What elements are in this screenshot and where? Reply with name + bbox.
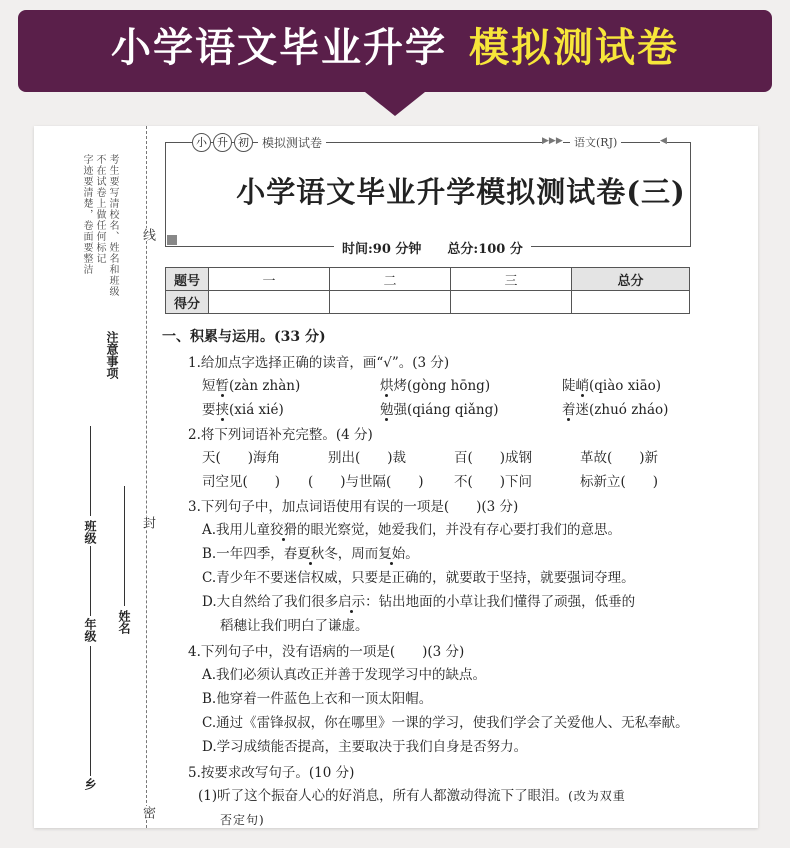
cut-mark-seal: 封: [140, 516, 155, 529]
q5-sub-1: (1)听了这个振奋人心的好消息，所有人都激动得流下了眼泪。(改为双重: [198, 788, 626, 804]
time-info: [334, 238, 531, 257]
q2-item-3[interactable]: 百( )成钢: [454, 450, 533, 466]
q1-stem: 1.给加点字选择正确的读音，画“√”。(3 分): [188, 355, 450, 371]
q1-option-2[interactable]: 烘烤(gòng hōng): [380, 378, 491, 394]
q1-option-3[interactable]: 陡峭(qiào xiāo): [562, 378, 662, 394]
q2-stem: 2.将下列词语补充完整。(4 分): [188, 427, 373, 443]
brand-char-1: 小: [192, 133, 211, 152]
score-cell-1[interactable]: [209, 291, 330, 314]
brand-logo: [192, 133, 255, 152]
score-head-3: 三: [451, 268, 572, 291]
score-row-label: 得分: [166, 291, 209, 314]
q4-option-a[interactable]: A.我们必须认真改正并善于发现学习中的缺点。: [202, 667, 487, 683]
exam-title: 小学语文毕业升学模拟测试卷(三): [236, 175, 686, 209]
score-head-number: 题号: [166, 268, 209, 291]
score-head-total: 总分: [572, 268, 690, 291]
banner-title-main: 小学语文毕业升学: [111, 25, 447, 71]
q3-option-a[interactable]: A.我用儿童狡猾的眼光察觉，她爱我们，并没有存心要打我们的意思。: [202, 522, 622, 538]
q4-option-d[interactable]: D.学习成绩能否提高，主要取决于我们自身是否努力。: [202, 739, 528, 755]
notice-title: 注意事项: [105, 331, 119, 379]
q3-option-b[interactable]: B.一年四季，春夏秋冬，周而复始。: [202, 546, 419, 562]
banner-title-accent: 模拟测试卷: [469, 25, 679, 71]
exam-time: 时间:90 分钟: [342, 242, 422, 257]
name-label: 姓名: [117, 610, 131, 634]
notice-lines: [80, 154, 119, 297]
cut-mark-line: 线: [140, 228, 155, 241]
q2-item-1[interactable]: 天( )海角: [202, 450, 281, 466]
q2-item-8[interactable]: 标新立( ): [580, 474, 659, 490]
grade-field-line[interactable]: [90, 546, 91, 616]
q2-item-5[interactable]: 司空见( ): [202, 474, 281, 490]
q1-option-5[interactable]: 勉强(qiáng qiǎng): [380, 402, 499, 418]
q4-stem: 4.下列句子中，没有语病的一项是( )(3 分): [188, 644, 465, 660]
banner-title: [0, 20, 790, 76]
notice-line-2: 不在试卷上做任何标记: [94, 154, 105, 264]
q2-item-2[interactable]: 别出( )裁: [328, 450, 407, 466]
q5-stem: 5.按要求改写句子。(10 分): [188, 765, 355, 781]
exam-paper: [34, 126, 758, 828]
notice-line-3: 字迹要清楚，卷面要整洁: [81, 154, 92, 275]
class-label: 班级: [83, 520, 97, 544]
q3-stem: 3.下列句子中，加点词语使用有误的一项是( )(3 分): [188, 499, 519, 515]
q5-sub-1-cont: 否定句): [220, 813, 265, 827]
town-label: 乡: [83, 778, 97, 790]
q1-option-6[interactable]: 着迷(zhuó zháo): [562, 402, 669, 418]
notice-line-1: 考生要写清校名、姓名和班级: [107, 154, 118, 297]
brand-char-3: 初: [234, 133, 253, 152]
score-cell-total[interactable]: [572, 291, 690, 314]
arrow-left-icon: ◀: [660, 136, 667, 146]
score-cell-2[interactable]: [330, 291, 451, 314]
q3-option-d-cont: 稻穗让我们明白了谦虚。: [220, 618, 369, 634]
class-field-line[interactable]: [90, 426, 91, 516]
score-table-header-row: [166, 268, 690, 291]
score-table-score-row: [166, 291, 690, 314]
score-head-1: 一: [209, 268, 330, 291]
q3-option-d[interactable]: D.大自然给了我们很多启示：钻出地面的小草让我们懂得了顽强，低垂的: [202, 594, 636, 610]
q1-option-1[interactable]: 短暂(zàn zhàn): [202, 378, 301, 394]
banner: [0, 0, 790, 118]
q2-item-4[interactable]: 革故( )新: [580, 450, 659, 466]
q4-option-b[interactable]: B.他穿着一件蓝色上衣和一顶太阳帽。: [202, 691, 433, 707]
brand-subtitle: 模拟测试卷: [258, 134, 326, 151]
grade-label: 年级: [83, 618, 97, 642]
q2-item-7[interactable]: 不( )下问: [454, 474, 533, 490]
corner-block: [167, 235, 177, 245]
town-field-line[interactable]: [90, 646, 91, 776]
cut-mark-secret: 密: [140, 806, 155, 819]
section-1-title: 一、积累与运用。(33 分): [162, 329, 326, 345]
q2-item-6[interactable]: ( )与世隔( ): [308, 474, 424, 490]
q1-option-4[interactable]: 要挟(xiá xié): [202, 402, 284, 418]
score-head-2: 二: [330, 268, 451, 291]
exam-total: 总分:100 分: [447, 242, 523, 257]
q3-option-c[interactable]: C.青少年不要迷信权威，只要是正确的，就要敢于坚持，就要强词夺理。: [202, 570, 635, 586]
q4-option-c[interactable]: C.通过《雷锋叔叔，你在哪里》一课的学习，使我们学会了关爱他人、无私奉献。: [202, 715, 689, 731]
score-cell-3[interactable]: [451, 291, 572, 314]
arrow-right-icon: ▶▶▶: [542, 136, 563, 146]
brand-char-2: 升: [213, 133, 232, 152]
name-field-line[interactable]: [124, 486, 125, 606]
subject-tag: 语文(RJ): [570, 134, 621, 150]
score-table: [165, 267, 690, 314]
